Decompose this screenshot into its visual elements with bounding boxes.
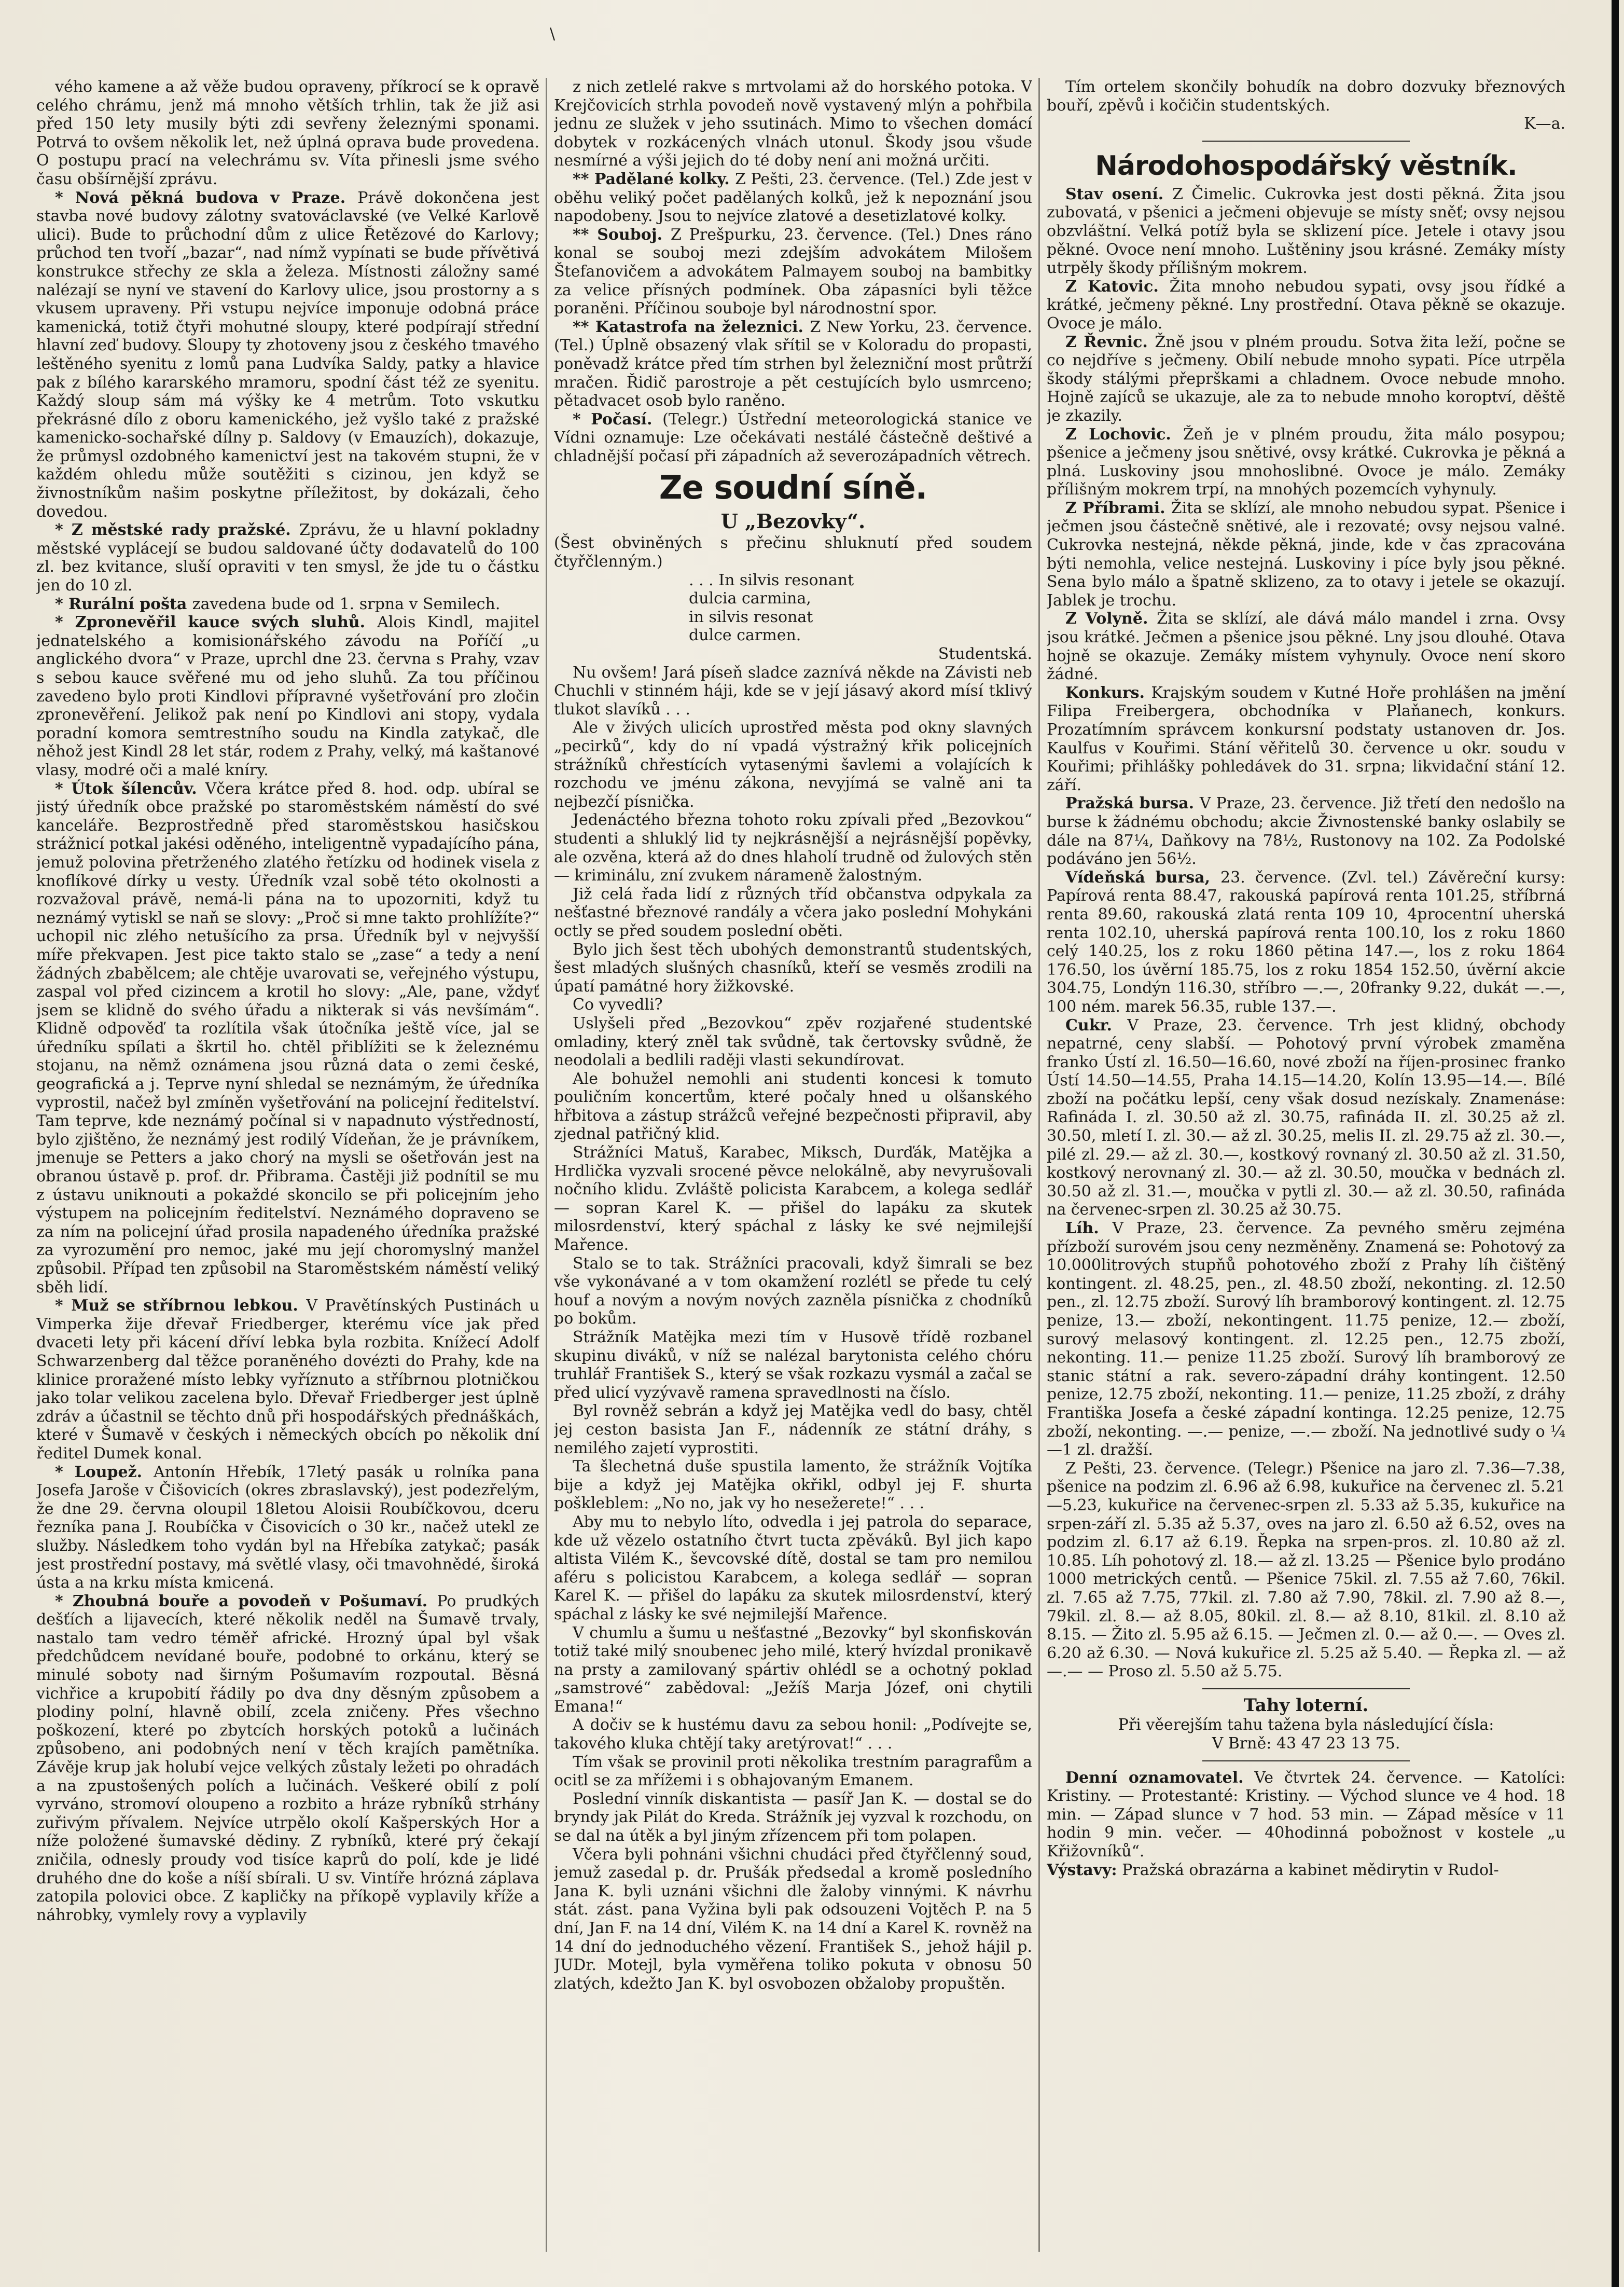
court-paragraph: V chumlu a šumu u nešťastné „Bezovky“ byl skonfiskován totiž také milý snoubenec jeho milé, který hvízdal pronikavě na prsty a zamilovaný spártiv ohlédl se a ochotný poklad „samstrové“ zabědoval: „Ježíš Marja Józef, oni chytili Emana!“ xyxy=(554,1623,1032,1716)
econ-section xyxy=(1047,185,1565,1681)
news-text: Z Pešti, 23. července. (Tel.) Zde jest v oběhu veliký počet padělaných kolků, jež k nepoznání jsou napodobeny. Jsou to nejvíce zlatové a desetizlatové kolky. xyxy=(554,170,1032,226)
econ-paragraph xyxy=(1047,684,1565,795)
scan-edge xyxy=(1612,0,1619,2287)
exhibits-item xyxy=(1047,1861,1565,1880)
econ-paragraph xyxy=(1047,794,1565,868)
econ-paragraph xyxy=(1047,425,1565,499)
econ-headline: Vídeňská bursa, xyxy=(1065,868,1221,887)
econ-paragraph xyxy=(1047,1016,1565,1220)
divider xyxy=(1202,1688,1410,1689)
court-paragraph: Aby mu to nebylo líto, odvedla i jej patrola do separace, kde už vězelo ostatního čtvrt tucta zpěváků. Byl jich kapo altista Vilém K., ševcovské dítě, dostal se tam pro nemilou aféru s policistou Karabcem, a kolega sedlář — sopran Karel K. — přišel do lapáku za skutek milosrdenství, který spáchal z lásky ke své nejmilejší Mařence. xyxy=(554,1512,1032,1623)
news-text: Antonín Hřebík, 17letý pasák u rolníka pana Josefa Jaroše v Čišovicích (okres zbraslavský), jest podezřelým, že dne 29. června oloupil 18letou Aloisii Roubíčkovou, dceru řezníka pana J. Roubíčka v Čisovicích o 30 kr., načež utekl ze služby. Následkem toho vydán byl na Hřebíka zatykač; pasák jest prostřední postavy, má světlé vlasy, oči tmavohnědé, široká ústa a na krku místa kmicená. xyxy=(36,1463,539,1592)
econ-text: V Praze, 23. července. Již třetí den nedošlo na burse k žádnému obchodu; akcie Živnostenské banky oslabily se dále na 87¼, Daňkovy na 78½, Rustonovy na 102. Za Podolské podáváno jen 56½. xyxy=(1047,794,1565,869)
divider xyxy=(1202,1760,1410,1761)
econ-headline: Z Řevnic. xyxy=(1065,333,1155,351)
column-middle xyxy=(554,78,1032,2257)
page-mark: \ xyxy=(550,25,556,43)
news-headline: * Zpronevěřil kauce svých sluhů. xyxy=(55,613,378,632)
news-headline: * Počasí. xyxy=(573,410,663,429)
news-headline: ** Padělané kolky. xyxy=(573,170,735,188)
news-text: vého kamene a až věže budou opraveny, příkrocí se k opravě celého chrámu, jenž má mnoho větších trhlin, tak že již asi před 150 lety musily býti zdi sevřeny železnými sponami. Potrvá to ovšem několik let, než úplná oprava bude provedena. O postupu prací na velechrámu sv. Víta přinesli jsme svého času obšírnější zprávu. xyxy=(36,78,539,188)
news-headline: * Z městské rady pražské. xyxy=(55,521,299,540)
econ-text: Krajským soudem v Kutné Hoře prohlášen na jmění Filipa Freibergera, obchodníka v Plaňanech, konkurs. Prozatímním správcem konkursní podstaty ustanoven dr. Jos. Kaulfus v Kouřimi. Stání věřitelů 30. července u okr. soudu v Kouřimi; přihlášky pohledávek do 31. srpna; likvidační stání 12. září. xyxy=(1047,683,1565,794)
court-intro: (Šest obviněných s přečinu shluknutí před soudem čtyřčlenným.) xyxy=(554,534,1032,571)
verse-line: in silvis resonat xyxy=(689,608,813,626)
column-left xyxy=(36,78,539,2257)
column-intro-sign: K—a. xyxy=(1524,115,1565,133)
court-paragraph: Včera byli pohnáni všichni chudáci před čtyřčlenný soud, jemuž zasedal p. dr. Prušák předsedal a kromě posledního Jana K. byli uznáni všichni dle žaloby vinnými. K návrhu stát. zást. pana Vyžina byli pak odsouzeni Vojtěch P. na 5 dní, Jan F. na 14 dní, Vilém K. na 14 dní a Karel K. rovněž na 14 dní do jednoduchého vězení. František S., jehož hájil p. JUDr. Motejl, byla vyměřena toliko pokuta v obnosu 50 zlatých, kdežto Jan K. byl osvobozen obžaloby propuštěn. xyxy=(554,1845,1032,1993)
news-headline: * Muž se stříbrnou lebkou. xyxy=(55,1297,307,1315)
news-paragraph xyxy=(554,170,1032,226)
news-text: Zprávu, že u hlavní pokladny městské vyplácejí se budou saldované účty dodavatelů do 100 zl. bez kvitance, sluší opraviti v ten smysl, že jde tu o částku jen do 10 zl. xyxy=(36,521,539,595)
court-paragraph: Strážník Matějka mezi tím v Husově třídě rozbanel skupinu diváků, v níž se nalézal barytonista celého chóru truhlář František S., který se však rozkazu vysmál a začal se před ulicí vyzývavě ramena spravedlnosti na číslo. xyxy=(554,1328,1032,1402)
news-headline: * Rurální pošta xyxy=(55,595,192,613)
news-text: zavedena bude od 1. srpna v Semilech. xyxy=(192,595,501,613)
court-paragraph: Stalo se to tak. Strážníci pracovali, když šimrali se bez vše vykonávané a v tom okamžení rozlétl se přede tu celý houf a novým a novým nových zazněla písnička z chodníků po bokům. xyxy=(554,1254,1032,1328)
court-paragraph: Tím však se provinil proti několika trestním paragrafům a ocitl se za mřížemi i s obhajovaným Emanem. xyxy=(554,1753,1032,1790)
news-paragraph xyxy=(36,595,539,614)
news-headline: * Loupež. xyxy=(55,1463,154,1481)
divider xyxy=(1202,141,1410,142)
news-items xyxy=(554,78,1032,465)
news-text: Z Prešpurku, 23. července. (Tel.) Dnes ráno konal se souboj mezi zdejším advokátem Milošem Štefanovičem a advokátem Palmayem souboj na bambitky za velice přísných podmínek. Oba zápasníci byli těžce poraněni. Příčinou souboje byl národnostní spor. xyxy=(554,225,1032,318)
court-paragraph: Strážníci Matuš, Karabec, Miksch, Durďák, Matějka a Hrdlička vyzvali srocené pěvce nelokálně, aby nevyrušovali nočního klidu. Zvláště policista Karabcem, a kolega sedlář — sopran Karel K. — přišel do lapáku za skutek milosrdenství, který spáchal z lásky ke své nejmilejší Mařence. xyxy=(554,1143,1032,1255)
news-text: z nich zetlelé rakve s mrtvolami až do horského potoka. V Krejčovicích strhla povodeň nově vystavený mlýn a pohřbila jednu ze služek v jeho ssutinách. Mimo to všechen domácí dobytek v rozkácených vlnách utonul. Škody jsou všude nesmírné a výši jejich do té doby není ani možná určiti. xyxy=(554,78,1032,170)
econ-text: Žeň je v plném proudu, žita málo posypou; pšenice a ječmeny jsou snětivé, ovsy krátké. Cukrovka je pěkná a plná. Luskoviny jsou mnohoslibné. Ovoce je málo. Zemáky přílišným mokrem trpí, na mnohých pozemcích vyhynuly. xyxy=(1047,425,1565,499)
news-text: Včera krátce před 8. hod. odp. ubíral se jistý úředník obce pražské po staroměstském náměstí do své kanceláře. Bezprostředně před staroměstskou hasičskou strážnicí potkal jakési oděného, inteligentně vypadajícího pána, jemuž polovina přetrženého zlatého řetízku od hodinek visela z knoflíkové dírky u vesty. Úředník vzal sobě této okolnosti a rozvažoval právě, nemá-li pána na to upozorniti, když tu neznámý vytiskl se naň se slovy: „Proč si mne takto prohlížíte?“ uchopil nic zlého netušícího za prsa. Úředník byl v nejvyšší míře překvapen. Jest pice takto stalo se „zase“ a tedy a není žádných zbabělcem; ale chtěje uvarovati se, veřejného výstupu, zaspal vol před cizincem a krotil ho slovy: „Ale, pane, vždyť jsem se klidně do svého úřadu a nikterak si vás nevšímám“. Klidně odpověď ta rozlítila však útočníka ještě více, jal se úředníku spílati a škrtil ho. chtěl přiblížiti se k železnému stojanu, na němž oznámena jsou různá data o zemi české, geografická a j. Teprve nyní shledal se neznámým, že úředníka vyprostil, načež byl zmíněn vyšetřování na policejní ředitelství. Tam teprve, kde neznámý počínal si v napadnuto výstředností, bylo zjištěno, že neznámý jest rodilý Vídeňan, že je právníkem, jmenuje se Petters a jako chorý na mysli se ošetřován jest na obranou ústavě p. prof. dr. Přibrama. Častěji již podnítil se mu z ústavu uniknouti a pokaždé skoncilo se při policejním jeho výstupem na policejním ředitelství. Neznámého dopraveno se za ním na policejní úřad prosila napadeného úředníka pražské za vyrozumění pro nemoc, jaké mu její choromyslný manžel způsobil. Případ ten způsobil na Staroměstském náměstí veliký sběh lidí. xyxy=(36,779,539,1297)
econ-title: Národohospodářský věstník. xyxy=(1095,150,1517,182)
news-headline: * Zhoubná bouře a povodeň v Pošumaví. xyxy=(55,1592,437,1610)
court-paragraph: Ale v živých ulicích uprostřed města pod okny slavných „pecirků“, kdy do ní vpadá výstražný křik policejních strážníků chřestících vytasenými šavlemi a volajících k rozchodu ve jménu zákona, nevyjímá se valně ani ta nejbezčí písnička. xyxy=(554,719,1032,811)
verse-line: dulcia carmina, xyxy=(689,589,811,608)
news-paragraph xyxy=(36,78,539,189)
news-paragraph xyxy=(554,410,1032,466)
news-text: Po prudkých dešťích a lijavecích, které několik neděl na Šumavě trvaly, nastalo tam vedro téměř africké. Hrozný úpal byl však předchůdcem nevídané bouře, podobné to orkánu, který se minulé soboty nad širným Pošumavím rozpoutal. Běsná vichřice a krupobití řádily po dva dny děsným způsobem a plodiny polní, hlavně obilí, zcela zničeny. Přes všechno poškození, které po zbytcích horských potoků a lučinách způsobeno, ani podobných není v těch krajích pamětníka. Závěje krup jak holubí vejce velkých zůstaly ležeti po ohradách a na zpustošených polích a lučinách. Veškeré obilí z polí vyrváno, stromoví oloupeno a rozbito a hráze rybníků strhány zuřivým přívalem. Nejvíce utrpělo okolí Kašperských Hor a níže položené šumavské dědiny. Z rybníků, které prý čekají zničila, odnesly proudy vod tisíce kaprů do polí, kde je lidé druhého dne do koše a níší sbírali. U sv. Vintíře hrózná záplava zatopila polovici obce. Z kapličky na příkopě vyplavily kříže a náhrobky, vymlely rovy a vyplavily xyxy=(36,1592,539,1924)
econ-headline: Pražská bursa. xyxy=(1065,794,1200,813)
news-paragraph xyxy=(554,318,1032,410)
econ-headline: Cukr. xyxy=(1065,1016,1128,1035)
news-text: Alois Kindl, majitel jednatelského a komisionářského závodu na Poříčí „u anglického dvora“ v Praze, uprchl dne 23. června s Prahy, vzav s sebou kauce svěřené mu od jeho sluhů. Za tou příčinou zavedeno bylo proti Kindlovi přípravné vyšetřování pro zločin zpronevěření. Jelikož pak není po Kindlovi ani stopy, vydala poradní komora semtrestního soudu na Kindla zatykač, dle něhož jest Kindl 28 let stár, rodem z Prahy, velký, má kaštanové vlasy, modré oči a malé kníry. xyxy=(36,613,539,779)
court-paragraph: Poslední vinník diskantista — pasíř Jan K. — dostal se do bryndy jak Pilát do Kreda. Strážník jej vyzval k rozchodu, on se dal na útěk a byl jiným zřízencem při tom polapen. xyxy=(554,1789,1032,1845)
news-paragraph xyxy=(36,1592,539,1925)
econ-text: Žně jsou v plném proudu. Sotva žita leží, počne se co nejdříve s ječmeny. Obilí nebude mnoho sypati. Píce utrpěla škody stálými přeprškami a chladnem. Ovoce nebude mnoho. Hojně zajíců se ukazuje, ale za to nebude mnoho koroptví, děště je zkazily. xyxy=(1047,333,1565,425)
court-subtitle: U „Bezovky“. xyxy=(720,509,866,533)
econ-text: Žita se sklízí, ale mnoho nebudou sypat. Pšenice i ječmen jsou částečně snětivé, ale i rezovaté; ovsy nejsou valné. Cukrovka nestejná, někde pěkná, jinde, kde v čas zpracována býti nemohla, velice nestejná. Luskoviny i píce byly jsou pěkné. Sena bylo málo a špatně sklizeno, za to otavy i jetele se okazují. Jablek je trochu. xyxy=(1047,499,1565,610)
court-title: Ze soudní síně. xyxy=(659,469,927,507)
column-rule-1 xyxy=(546,78,547,2252)
econ-paragraph xyxy=(1047,333,1565,425)
econ-paragraph xyxy=(1047,185,1565,278)
news-paragraph xyxy=(36,1463,539,1592)
news-headline: * Nová pěkná budova v Praze. xyxy=(55,188,358,207)
news-paragraph xyxy=(36,189,539,521)
econ-text: Z Čimelic. Cukrovka jest dosti pěkná. Žita jsou zubovatá, v pšenici a ječmeni objevuje se místy sněť; ovsy nejsou obzvláštní. Velká potíž byla se sklizení píce. Jetele i otavy jsou pěkné. Ovoce není mnoho. Luštěniny jsou krásné. Zemáky místy utrpěly škody přílišným mokrem. xyxy=(1047,185,1565,278)
econ-text: Z Pešti, 23. července. (Telegr.) Pšenice na jaro zl. 7.36—7.38, pšenice na podzim zl. 6.96 až 6.98, kukuřice na červenec zl. 5.21—5.23, kukuřice na červenec-srpen zl. 5.33 až 5.35, kukuřice na srpen-září zl. 5.35 až 5.37, oves na jaro zl. 6.50 až 6.52, oves na podzim zl. 6.17 až 6.19. Řepka na srpen-pros. zl. 10.80 až zl. 10.85. Líh pohotový zl. 18.— až zl. 13.25 — Pšenice bylo prodáno 1000 metrických centů. — Pšenice 75kil. zl. 7.55 až 7.60, 76kil. zl. 7.65 až 7.75, 77kil. zl. 7.80 až 7.90, 78kil. zl. 7.90 až 8.—, 79kil. zl. 8.— až 8.05, 80kil. zl. 8.— až 8.10, 81kil. zl. 8.10 až 8.15. — Žito zl. 5.95 až 6.15. — Ječmen zl. 0.— až 0.—. — Oves zl. 6.20 až 6.30. — Nová kukuřice zl. 5.25 až 5.40. — Řepka zl. — až —.— — Proso zl. 5.50 až 5.75. xyxy=(1047,1459,1565,1681)
court-paragraph: Uslyšeli před „Bezovkou“ zpěv rozjařené studentské omladiny, který zněl tak svůdně, tak čertovsky svůdně, že neodolali a bedlili raději vlasti sekundírovat. xyxy=(554,1014,1032,1070)
calendar-item xyxy=(1047,1769,1565,1861)
exhibits-text: Pražská obrazárna a kabinet mědirytin v Rudol- xyxy=(1122,1861,1499,1879)
econ-text: V Praze, 23. července. Trh jest klidný, obchody nepatrné, ceny slabší. — Pohotový první výrobek zmaměna franko Ústí zl. 16.50—16.60, nové zboží na říjen-prosinec franko Ústí 14.50—14.55, Praha 14.15—14.20, Kolín 13.95—14.—. Bílé zboží na počátku lepší, ceny však dosud nezískaly. Znamenáse: Rafináda I. zl. 30.50 až zl. 30.75, rafináda II. zl. 30.25 až zl. 30.50, mletí I. zl. 30.— až zl. 30.25, melis II. zl. 29.75 až zl. 30.—, pilé zl. 29.— až zl. 30.—, kostkový rovnaný zl. 30.50 až zl. 31.50, kostkový nerovnaný zl. 30.— až zl. 30.50, moučka v bednách zl. 30.50 až zl. 31.—, moučka v pytli zl. 30.— až zl. 30.50, rafináda na červenec-srpen zl. 30.25 až 30.75. xyxy=(1047,1016,1565,1219)
column-right xyxy=(1047,78,1565,2257)
news-paragraph xyxy=(36,613,539,779)
econ-paragraph xyxy=(1047,1219,1565,1459)
court-paragraph: Již celá řada lidí z různých tříd občanstva odpykala za nešťastné březnové randály a včera jako poslední Mohykáni octly se před soudem poslední oběti. xyxy=(554,885,1032,940)
court-verse xyxy=(554,571,1032,645)
news-paragraph xyxy=(36,1297,539,1463)
econ-paragraph xyxy=(1047,610,1565,683)
court-verse-sign: Studentská. xyxy=(938,645,1032,664)
court-paragraph: Ta šlechetná duše spustila lamento, že strážník Vojtíka bije a když jej Matějka okřikl, odbyl jej F. shurta poškleblem: „No no, jak vy ho nesežerete!“ . . . xyxy=(554,1457,1032,1513)
column-rule-2 xyxy=(1038,78,1040,2252)
verse-line: dulce carmen. xyxy=(689,626,801,645)
news-paragraph xyxy=(36,780,539,1297)
news-headline: * Útok šílencův. xyxy=(55,779,205,798)
lottery-numbers: V Brně: 43 47 23 13 75. xyxy=(1212,1734,1400,1753)
econ-text: Žita se sklízí, ale dává málo mandel i zrna. Ovsy jsou krátké. Ječmen a pšenice jsou pěkné. Lny jsou dlouhé. Otava hojně se okazuje. Zemáky místem vyhynuly. Ovoce není skoro žádné. xyxy=(1047,610,1565,684)
news-paragraph xyxy=(554,226,1032,318)
lottery-text: Při věerejším tahu tažena byla následující čísla: xyxy=(1118,1716,1494,1734)
court-paragraph: A dočiv se k hustému davu za sebou honil: „Podívejte se, takového kluka chtějí taky aretýrovat!“ . . . xyxy=(554,1716,1032,1753)
econ-headline: Líh. xyxy=(1065,1219,1113,1238)
exhibits-head: Výstavy: xyxy=(1047,1861,1117,1879)
news-text: Z New Yorku, 23. července. (Tel.) Úplně obsazený vlak sřítil se v Koloradu do propasti, poněvadž krátce před tím strhen byl železniční most průtrží mračen. Řidič parostroje a pět cestujících bylo usmrceno; pětadvacet osob bylo raněno. xyxy=(554,318,1032,410)
econ-text: 23. července. (Zvl. tel.) Závěreční kursy: Papírová renta 88.47, rakouská papírová renta 101.25, stříbrná renta 89.60, rakouská zlatá renta 109 10, 4procentní uherská renta 102.10, uherská papírová renta 100.10, los z roku 1860 celý 140.25, los z roku 1860 pětina 147.—, los z roku 1864 176.50, los úvěrní 185.75, los z roku 1854 152.50, úvěrní akcie 304.75, Londýn 116.30, stříbro —.—, 20franky 9.22, dukát —.—, 100 ném. marek 56.35, ruble 137.—. xyxy=(1047,868,1565,1016)
econ-paragraph xyxy=(1047,278,1565,333)
econ-headline: Konkurs. xyxy=(1065,683,1151,702)
econ-headline: Z Katovic. xyxy=(1065,277,1170,296)
court-article xyxy=(554,664,1032,1993)
court-paragraph: Bylo jich šest těch ubohých demonstrantů studentských, šest mladých slušných chasníků, kteří se vesměs zrodili na úpatí památné hory žižkovské. xyxy=(554,940,1032,996)
court-paragraph: Byl rovněž sebrán a když jej Matějka vedl do basy, chtěl jej ceston basista Jan F., nádenník ze státní dráhy, s nemilého zajetí vyprostiti. xyxy=(554,1402,1032,1457)
column-intro: Tím ortelem skončily bohudík na dobro dozvuky březnových bouří, zpěvů i kočičin studentských. xyxy=(1047,78,1565,115)
econ-headline: Z Příbrami. xyxy=(1065,499,1171,517)
calendar-head: Denní oznamovatel. xyxy=(1065,1768,1244,1787)
econ-paragraph xyxy=(1047,1459,1565,1681)
news-text: (Telegr.) Ústřední meteorologická stanice ve Vídni oznamuje: Lze očekávati nestálé částečně deštivé a chladnější počasí při západních až severozápadních větrech. xyxy=(554,410,1032,465)
econ-paragraph xyxy=(1047,499,1565,610)
news-text: Právě dokončena jest stavba nové budovy zálotny svatováclavské (ve Velké Karlově ulici). Bude to průchodní dům z ulice Řetězové do Karlovy; průchod ten tvoří „bazar“, nad nímž vypínati se bude přívětivá konstrukce střechy ze skla a železa. Místnosti záložny samé nalézají se nyní ve stavení do Karlovy ulice, jsou prostorny a s vkusem upraveny. Při vstupu nejvíce imponuje odobná práce kamenická, totiž čtyři mohutné sloupy, které podpírají střední hlavní zeď budovy. Sloupy ty zhotoveny jsou z českého tmavého leštěného syenitu z lomů pana Ludvíka Saldy, patky a hlavice pak z bílého kararského mramoru, spodní část též ze syenitu. Každý sloup sám má výšky ke 4 metrům. Toto vskutku překrásné dílo z oboru kamenického, jež vyšlo také z pražské kamenicko-sochařské dílny p. Saldovy (v Emauzích), dokazuje, že průmysl ozdobného kamenictví jest na takovém stupni, že v každém ohledu může soutěžiti s cizinou, jen když se živnostníkům našim poskytne příležitost, by dokázali, čeho dovedou. xyxy=(36,188,539,521)
calendar-text: Ve čtvrtek 24. července. — Katolíci: Kristiny. — Protestanté: Kristiny. — Východ slunce ve 4 hod. 18 min. — Západ slunce v 7 hod. 53 min. — Západ měsíce v 11 hodin 9 min. večer. — 40hodinná pobožnost v kostele „u Křižovníků“. xyxy=(1047,1768,1565,1861)
econ-text: Žita mnoho nebudou sypati, ovsy jsou řídké a krátké, ječmeny pěkné. Lny prostřední. Otava pěkně se okazuje. Ovoce je málo. xyxy=(1047,277,1565,333)
court-paragraph: Co vyvedli? xyxy=(573,996,663,1014)
court-paragraph: Ale bohužel nemohli ani studenti koncesi k tomuto pouličním koncertům, které počaly hned u olšanského hřbitova a zástup strážců veřejné bezpečnosti připravil, aby zjednal patřičný klid. xyxy=(554,1069,1032,1143)
econ-headline: Stav osení. xyxy=(1065,185,1173,203)
econ-headline: Z Volyně. xyxy=(1065,610,1157,628)
news-headline: ** Katastrofa na železnici. xyxy=(573,318,810,336)
econ-headline: Z Lochovic. xyxy=(1065,425,1184,444)
econ-paragraph xyxy=(1047,869,1565,1016)
econ-text: V Praze, 23. července. Za pevného směru zejména přízboží surovém jsou ceny nezměněny. Znamená se: Pohotový za 10.000litrových stupňů pohotového zboží z Prahy líh čištěný kontingent. zl. 48.25, pen., zl. 48.50 zboží, nekonting. zl. 12.50 pen., zl. 12.75 zboží. Surový líh bramborový kontingent. zl. 12.75 penize, 13.— zboží, nekontingent. 11.75 penize, 12.— zboží, surový melasový kontingent. zl. 12.25 pen., 12.75 zboží, nekonting. 11.— penize 11.25 zboží. Surový líh bramborový ze stanic státní a rak. severo-západní dráhy kontingent. 12.50 penize, 12.75 zboží, nekonting. 11.— penize, 11.25 zboží, z dráhy Františka Josefa a české západní kontinga. 12.25 penize, 12.75 zboží, nekonting. —.— penize, —.— zboží. Na jednotlivé sudy o ¼—1 zl. dražší. xyxy=(1047,1219,1565,1459)
news-text: V Pravětínských Pustinách u Vimperka žije dřevař Friedberger, kterému více jak před dvaceti lety při kácení dříví lebka byla rozbita. Knížecí Adolf Schwarzenberg dal těžce poraněného dovézti do Prahy, kde na klinice proražené místo lebky vyříznuto a stříbrnou plotničkou jako tolar velikou zacelena bylo. Dřevař Friedberger jest úplně zdráv a účastnil se těchto dnů při hospodářských přednáškách, které v Šumavě v českých i německých obcích po několik dní ředitel Dumek konal. xyxy=(36,1297,539,1463)
news-headline: ** Souboj. xyxy=(573,225,671,244)
verse-line: . . . In silvis resonant xyxy=(689,571,854,589)
court-paragraph: Jedenáctého března tohoto roku zpívali před „Bezovkou“ studenti a shluklý lid ty nejkrásnější a nejrásnější popěvky, ale ozvěna, která až do dnes hlaholí trudně od žulových stěn — kriminálu, zní zvukem nárameně žalostným. xyxy=(554,811,1032,885)
court-paragraph: Nu ovšem! Jará píseň sladce zaznívá někde na Závisti neb Chuchli v stinném háji, kde se v její jásavý akord mísí tklivý tlukot slavíků . . . xyxy=(554,663,1032,719)
news-paragraph xyxy=(36,521,539,595)
lottery-title: Tahy loterní. xyxy=(1243,1694,1369,1716)
news-paragraph xyxy=(554,78,1032,170)
